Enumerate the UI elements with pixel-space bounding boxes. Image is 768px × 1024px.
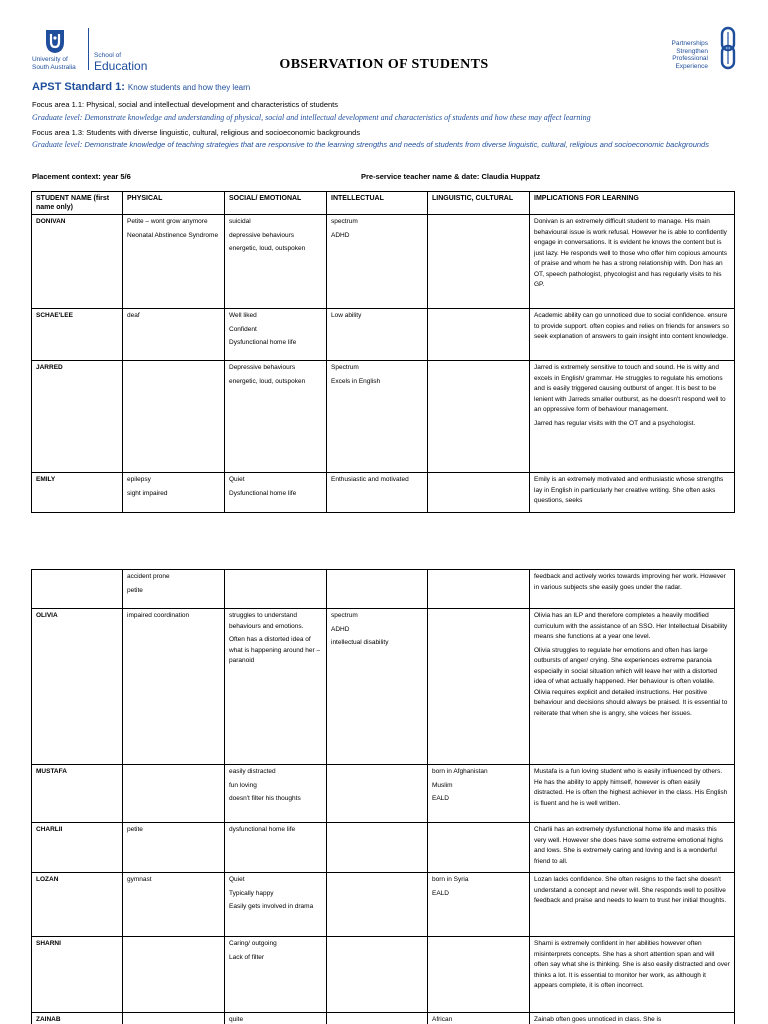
student-name-cell: ZAINAB: [32, 1013, 123, 1024]
table-row: [32, 873, 735, 937]
table-row: [32, 361, 735, 473]
header-student-name: STUDENT NAME (first name only): [32, 192, 123, 215]
linguistic-cell: [428, 1013, 530, 1024]
implications-cell: [530, 937, 735, 1013]
social-note: fun loving: [229, 781, 257, 789]
linguistic-note: Muslim: [432, 781, 453, 789]
physical-note: Neonatal Abstinence Syndrome: [127, 231, 219, 239]
social-cell: [225, 570, 327, 609]
table-row: [32, 473, 735, 513]
physical-note: sight impaired: [127, 489, 168, 497]
social-note: dysfunctional home life: [229, 826, 296, 833]
physical-note: accident prone: [127, 573, 170, 580]
table-row: [32, 570, 735, 609]
intellectual-cell: [327, 309, 428, 361]
social-note: Well liked: [229, 312, 257, 319]
table-row: [32, 609, 735, 765]
social-note: Dysfunctional home life: [229, 489, 297, 497]
physical-note: petite: [127, 826, 143, 833]
physical-note: petite: [127, 586, 143, 594]
intellectual-note: ADHD: [331, 231, 350, 239]
student-name-cell: DONIVAN: [32, 215, 123, 309]
physical-cell: [123, 873, 225, 937]
social-note: Depressive behaviours: [229, 364, 296, 371]
implications-note: Olivia struggles to regulate her emotions and often has large outbursts of anger/ crying. She experiences extreme paranoia especially in social situation which will leave her with a distorted idea of what actually happened. Her behaviour is often volatile. Olivia requires explicit and detailed instructions. Her positive behaviour and decisions should always be praised. It is essential to reiterate that when she is angry, she voices her issues.: [534, 646, 728, 717]
observation-table: [31, 191, 735, 513]
implications-cell: [530, 215, 735, 309]
physical-cell: [123, 215, 225, 309]
intellectual-cell: [327, 873, 428, 937]
implications-note: Jarred is extremely sensitive to touch and sound. He is witty and excels in English/ grammar. He struggles to regulate his emotions and is easily triggered causing outburst of anger. It is best to be lenient with Jarreds smaller outburst, as he doesn't respond well to an oppressive form of behaviour management.: [534, 364, 726, 413]
physical-cell: [123, 609, 225, 765]
intellectual-note: ADHD: [331, 625, 350, 633]
intellectual-note: Excels in English: [331, 377, 381, 385]
physical-cell: [123, 937, 225, 1013]
social-note: Easily gets involved in drama: [229, 903, 314, 910]
physical-note: epilepsy: [127, 476, 151, 483]
focus-area-1-1: Focus area 1.1: Physical, social and intellectual development and characteristics of students: [32, 100, 338, 109]
student-name-cell: OLIVIA: [32, 609, 123, 765]
header-physical: PHYSICAL: [123, 192, 225, 215]
document-page-2: [0, 566, 768, 1024]
pspe-line-3: Professional: [672, 55, 708, 62]
implications-cell: [530, 823, 735, 873]
table-row: [32, 937, 735, 1013]
implications-cell: [530, 1013, 735, 1024]
physical-cell: [123, 765, 225, 823]
implications-cell: [530, 765, 735, 823]
physical-cell: [123, 309, 225, 361]
university-name-line-2: South Australia: [32, 63, 76, 71]
linguistic-note: EALD: [432, 889, 449, 897]
linguistic-cell: [428, 937, 530, 1013]
social-note: Lack of filter: [229, 953, 265, 961]
graduate-level-text: Demonstrate knowledge of teaching strategies that are responsive to the learning strengths and needs of students from diverse linguistic, cultural, religious and socioeconomic backgrounds: [84, 140, 709, 149]
social-note: energetic, loud, outspoken: [229, 245, 306, 252]
teacher-name-date: Pre-service teacher name & date: Claudia Huppatz: [361, 172, 541, 181]
physical-cell: [123, 1013, 225, 1024]
graduate-level-text: Demonstrate knowledge and understanding of physical, social and intellectual development and characteristics of students and how these may affect learning: [84, 113, 591, 122]
implications-note: Sharni is extremely confident in her abilities however often misinterprets concepts. She has a short attention span and will often say what she is thinking. She is also easily distracted and over thinks a lot. It is essential to monitor her work, as although it appears complete, it is often incorrect.: [534, 940, 730, 989]
intellectual-note: intellectual disability: [331, 639, 389, 646]
intellectual-cell: [327, 215, 428, 309]
standard-subtitle: Know students and how they learn: [127, 83, 251, 92]
intellectual-cell: [327, 937, 428, 1013]
implications-note: Jarred has regular visits with the OT and a psychologist.: [534, 419, 696, 427]
social-note: Confident: [229, 325, 257, 333]
implications-cell: [530, 361, 735, 473]
physical-cell: [123, 473, 225, 513]
linguistic-cell: [428, 765, 530, 823]
implications-note: Charlii has an extremely dysfunctional home life and masks this very well. However she does have some extreme emotional highs and lows. She is extremely caring and loving and is a wonderful friend to all.: [534, 826, 723, 865]
table-row: [32, 823, 735, 873]
implications-note: Lozan lacks confidence. She often resigns to the fact she doesn't understand a concept and never will. She responds well to positive feedback and praise and needs to learn to trust her initial thoughts.: [534, 876, 727, 904]
intellectual-note: spectrum: [331, 218, 358, 225]
pspe-line-1: Partnerships: [671, 40, 708, 47]
header-linguistic-cultural: LINGUISTIC, CULTURAL: [428, 192, 530, 215]
placement-context: Placement context: year 5/6: [32, 172, 131, 181]
intellectual-note: Enthusiastic and motivated: [331, 476, 409, 483]
social-cell: [225, 765, 327, 823]
social-note: quite: [229, 1016, 244, 1023]
linguistic-note: EALD: [432, 795, 449, 802]
intellectual-cell: [327, 361, 428, 473]
implications-cell: [530, 873, 735, 937]
social-note: Caring/ outgoing: [229, 940, 277, 947]
table-row: [32, 765, 735, 823]
graduate-level-1-1: [32, 112, 732, 123]
implications-cell: [530, 309, 735, 361]
implications-note: Zainab often goes unnoticed in class. She is: [534, 1016, 662, 1023]
social-cell: [225, 873, 327, 937]
header-intellectual: INTELLECTUAL: [327, 192, 428, 215]
implications-note: Emily is an extremely motivated and enthusiastic whose strengths lay in English in particularly her creative writing. She often asks questions, seeks: [534, 476, 724, 504]
implications-note: feedback and actively works towards improving her work. However in various subjects she easily goes under the radar.: [534, 573, 726, 591]
table-row: [32, 1013, 735, 1024]
social-note: doesn't filter his thoughts: [229, 795, 301, 802]
social-cell: [225, 215, 327, 309]
social-note: suicidal: [229, 218, 251, 225]
graduate-level-1-3: [32, 139, 732, 150]
table-body-page-1: [32, 215, 735, 513]
standard-title: APST Standard 1:: [32, 81, 125, 93]
physical-cell: [123, 823, 225, 873]
graduate-level-label: Graduate level:: [32, 140, 83, 149]
intellectual-cell: [327, 1013, 428, 1024]
social-cell: [225, 1013, 327, 1024]
focus-area-1-3: Focus area 1.3: Students with diverse linguistic, cultural, religious and socioeconomic backgrounds: [32, 128, 361, 137]
student-name-cell: SHARNI: [32, 937, 123, 1013]
implications-cell: [530, 609, 735, 765]
pspe-line-4: Experience: [675, 62, 708, 70]
student-name-cell: [32, 570, 123, 609]
social-note: energetic, loud, outspoken: [229, 377, 306, 385]
header-implications: IMPLICATIONS FOR LEARNING: [530, 192, 735, 215]
implications-cell: [530, 570, 735, 609]
page-title: OBSERVATION OF STUDENTS: [279, 57, 489, 72]
social-cell: [225, 361, 327, 473]
university-name-line-1: University of: [32, 56, 68, 63]
header-social-emotional: SOCIAL/ EMOTIONAL: [225, 192, 327, 215]
linguistic-cell: [428, 609, 530, 765]
social-note: easily distracted: [229, 768, 276, 775]
linguistic-cell: [428, 473, 530, 513]
social-note: Quiet: [229, 876, 245, 883]
physical-note: impaired coordination: [127, 612, 190, 619]
linguistic-cell: [428, 570, 530, 609]
intellectual-cell: [327, 473, 428, 513]
school-of-label: School of: [94, 52, 122, 59]
linguistic-cell: [428, 361, 530, 473]
physical-cell: [123, 361, 225, 473]
social-cell: [225, 309, 327, 361]
linguistic-cell: [428, 823, 530, 873]
table-row: [32, 309, 735, 361]
intellectual-cell: [327, 823, 428, 873]
student-name-cell: EMILY: [32, 473, 123, 513]
table-header-row: [32, 192, 735, 215]
intellectual-note: Spectrum: [331, 364, 359, 371]
student-name-cell: MUSTAFA: [32, 765, 123, 823]
linguistic-note: born in Syria: [432, 876, 469, 883]
social-cell: [225, 473, 327, 513]
social-cell: [225, 609, 327, 765]
social-cell: [225, 937, 327, 1013]
physical-note: Petite – wont grow anymore: [127, 218, 208, 225]
physical-note: deaf: [127, 312, 140, 319]
student-name-cell: LOZAN: [32, 873, 123, 937]
linguistic-note: African: [432, 1016, 453, 1023]
social-note: struggles to understand behaviours and emotions.: [229, 612, 304, 630]
table-body-page-2: [32, 570, 735, 1024]
student-name-cell: JARRED: [32, 361, 123, 473]
observation-table-continued: [31, 569, 735, 1024]
linguistic-cell: [428, 215, 530, 309]
linguistic-cell: [428, 309, 530, 361]
linguistic-cell: [428, 873, 530, 937]
intellectual-note: spectrum: [331, 612, 358, 619]
apst-standard: [32, 81, 250, 93]
social-note: Typically happy: [229, 889, 274, 897]
implications-note: Mustafa is a fun loving student who is easily influenced by others. He has the ability to apply himself, however is often easily distracted. He is often the highest achiever in the class. His English is fluent and he is well written.: [534, 768, 728, 807]
pspe-line-2: Strengthen: [676, 47, 708, 55]
social-note: depressive behaviours: [229, 231, 295, 239]
physical-cell: [123, 570, 225, 609]
intellectual-cell: [327, 570, 428, 609]
linguistic-note: born in Afghanistan: [432, 768, 488, 775]
social-cell: [225, 823, 327, 873]
university-crest-icon: [44, 28, 66, 54]
social-note: Dysfunctional home life: [229, 339, 297, 346]
social-note: Often has a distorted idea of what is happening around her – paranoid: [229, 636, 321, 664]
table-row: [32, 215, 735, 309]
student-name-cell: SCHAE'LEE: [32, 309, 123, 361]
intellectual-cell: [327, 609, 428, 765]
intellectual-note: Low ability: [331, 312, 362, 319]
implications-note: Academic ability can go unnoticed due to social confidence. ensure to provide support. often copies and relies on friends for answers so seek explanation of answers to gain insight into content knowledge.: [534, 312, 730, 340]
graduate-level-label: Graduate level:: [32, 113, 83, 122]
implications-cell: [530, 473, 735, 513]
implications-note: Olivia has an ILP and therefore completes a heavily modified curriculum with the assistance of an SSO. Her Intellectual Disability means she functions at a year one level.: [534, 612, 728, 640]
implications-note: Donivan is an extremely difficult student to manage. His main behavioural issue is work refusal. However he is able to confidently engage in conversations. It is evident he knows the content but is just lazy. He responds well to those who offer him copious amounts of praise and whom he has a strong relationship with. Don has an OT, speech pathologist, phycologist and has regularly visits to his GP.: [534, 218, 728, 288]
intellectual-cell: [327, 765, 428, 823]
education-label: Education: [94, 59, 148, 73]
physical-note: gymnast: [127, 876, 152, 883]
student-name-cell: CHARLII: [32, 823, 123, 873]
social-note: Quiet: [229, 476, 245, 483]
